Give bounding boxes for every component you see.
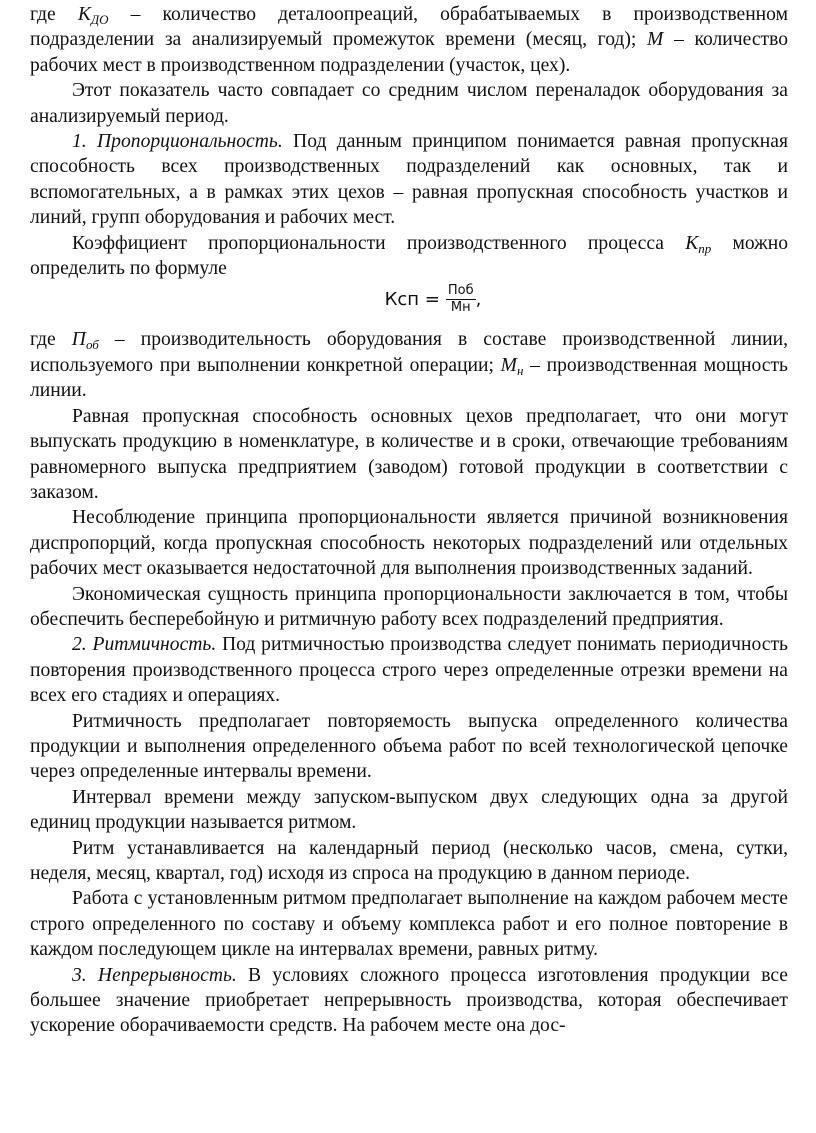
variable-subscript: пр	[698, 240, 712, 256]
paragraph-rhythm-period: Ритм устанавливается на календарный период (несколько часов, смена, сутки, неделя, месяц, квартал, год) исходя из спроса на продукцию в данном периоде.	[30, 837, 788, 884]
formula-lhs: Ксп =	[384, 289, 440, 311]
paragraph-rhythmicity	[30, 632, 788, 708]
text-run: Под данным принципом понимается равная пропускная способность всех производственных подразделений как основных, так и вспомогательных, а в рамках этих цехов – равная пропускная способность участков и линий, групп оборудования и рабочих мест.	[30, 131, 788, 229]
formula-denominator: Мн	[450, 300, 471, 316]
text-run: В условиях сложного процесса изготовления продукции все большее значение приобретает непрерывность производства, которая обеспечивает ускорение оборачиваемости средств. На рабочем месте она дос-	[30, 964, 788, 1037]
paragraph-formula-explanation	[30, 327, 788, 403]
text-run: где	[30, 4, 78, 25]
paragraph-proportionality	[30, 129, 788, 231]
variable-letter: К	[685, 232, 699, 254]
paragraph-repeatability: Ритмичность предполагает повторяемость выпуска определенного количества продукции и выполнения определенного объема работ по всей технологической цепочке через определенные интервалы времени.	[30, 710, 788, 783]
paragraph-changeover: Этот показатель часто совпадает со средним числом переналадок оборудования за анализируемый период.	[30, 80, 788, 127]
paragraph-rhythm-work: Работа с установленным ритмом предполагает выполнение на каждом рабочем месте строго определенного по составу и объему комплекса работ и его полное повторение в каждом последующем цикле на интервалах времени, равных ритму.	[30, 888, 788, 961]
paragraph-definitions	[30, 2, 788, 78]
variable-letter: П	[71, 329, 86, 351]
paragraph-rhythm-definition: Интервал времени между запуском-выпуском двух следующих одна за другой единиц продукции называется ритмом.	[30, 786, 788, 834]
paragraph-coefficient	[30, 231, 788, 282]
variable-kdo	[78, 4, 109, 25]
variable-m: М	[647, 29, 664, 51]
variable-letter: М	[500, 354, 517, 376]
variable-subscript: н	[517, 362, 524, 378]
text-run: – производственная мощность линии.	[30, 354, 788, 402]
formula	[385, 283, 482, 316]
paragraph-continuity	[30, 963, 788, 1039]
paragraph-equal-capacity: Равная пропускная способность основных цехов предполагает, что они могут выпускать продукцию в номенклатуре, в количестве и в сроки, отвечающие требованиям равномерного выпуска предприятием (заводом) готовой продукции в соответствии с заказом.	[30, 405, 788, 503]
text-run: Под ритмичностью производства следует понимать периодичность повторения производственного процесса строго через определенные отрезки времени на всех его стадиях и операциях.	[30, 634, 788, 707]
formula-numerator: Поб	[447, 283, 474, 299]
formula-block	[30, 283, 788, 327]
variable-kpr	[685, 233, 711, 254]
variable-subscript: об	[85, 337, 99, 353]
paragraph-disproportion: Несоблюдение принципа пропорциональности является причиной возникновения диспропорций, когда пропускная способность некоторых подразделений или отдельных рабочих мест оказывается недостаточной для выполнения производственных заданий.	[30, 507, 788, 580]
formula-fraction	[446, 283, 476, 316]
paragraph-economic-essence: Экономическая сущность принципа пропорциональности заключается в том, чтобы обеспечить бесперебойную и ритмичную работу всех подразделений предприятия.	[30, 583, 788, 630]
text-run: Коэффициент пропорциональности производственного процесса	[72, 232, 686, 254]
text-run: можно определить по формуле	[30, 232, 788, 280]
formula-comma: ,	[475, 289, 482, 311]
section-title: 1. Пропорциональность.	[72, 131, 283, 153]
text-run: где	[30, 329, 72, 351]
text-run: – производительность оборудования в составе производственной линии, используемого при выполнении конкретной операции;	[30, 329, 788, 376]
text-run: – количество деталоопреаций, обрабатываемых в производственном подразделении за анализируемый промежуток времени (месяц, год);	[30, 4, 788, 51]
variable-subscript: ДО	[90, 12, 109, 27]
section-title: 2. Ритмичность.	[72, 634, 217, 656]
variable-pob	[71, 329, 99, 353]
text-run: – количество рабочих мест в производственном подразделении (участок, цех).	[30, 29, 788, 76]
variable-mn	[501, 355, 524, 376]
variable-letter: К	[77, 4, 91, 25]
section-title: 3. Непрерывность.	[72, 964, 237, 986]
